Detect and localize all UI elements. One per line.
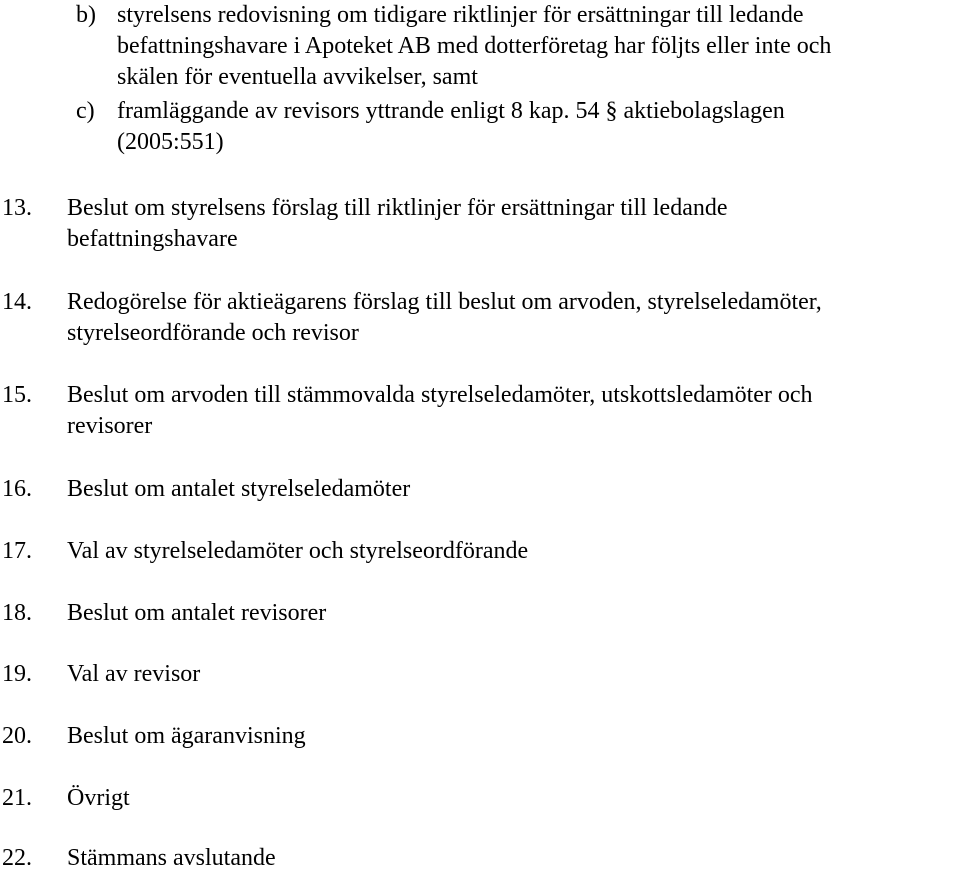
agenda-item-number: 20. xyxy=(2,723,32,749)
agenda-item-text: Beslut om ägaranvisning xyxy=(67,723,306,749)
agenda-item-text: Beslut om arvoden till stämmovalda styrelseledamöter, utskottsledamöter och revisorer xyxy=(67,382,813,439)
sub-item-label: b) xyxy=(76,2,96,28)
agenda-item-number: 17. xyxy=(2,538,32,564)
agenda-item-text: Redogörelse för aktieägarens förslag till beslut om arvoden, styrelseledamöter, styrelseordförande och revisor xyxy=(67,289,822,346)
agenda-item-number: 14. xyxy=(2,289,32,315)
agenda-item-number: 22. xyxy=(2,845,32,871)
agenda-item-number: 15. xyxy=(2,382,32,408)
agenda-item-text: Stämmans avslutande xyxy=(67,845,276,871)
agenda-item-text: Beslut om antalet revisorer xyxy=(67,600,327,626)
agenda-item-text: Övrigt xyxy=(67,785,130,811)
agenda-item-text: Beslut om styrelsens förslag till riktlinjer för ersättningar till ledande befattningshavare xyxy=(67,195,728,252)
agenda-item-text: Val av styrelseledamöter och styrelseordförande xyxy=(67,538,529,564)
agenda-item-number: 18. xyxy=(2,600,32,626)
sub-item-label: c) xyxy=(76,98,95,124)
agenda-item-number: 16. xyxy=(2,476,32,502)
sub-item-text: framläggande av revisors yttrande enligt 8 kap. 54 § aktiebolagslagen (2005:551) xyxy=(117,98,785,155)
sub-item-text: styrelsens redovisning om tidigare riktlinjer för ersättningar till ledande befattningshavare i Apoteket AB med dotterföretag har följts eller inte och skälen för eventuella avvikelser, samt xyxy=(117,2,832,90)
agenda-item-text: Beslut om antalet styrelseledamöter xyxy=(67,476,411,502)
agenda-item-number: 21. xyxy=(2,785,32,811)
agenda-item-number: 19. xyxy=(2,661,32,687)
agenda-item-text: Val av revisor xyxy=(67,661,201,687)
agenda-item-number: 13. xyxy=(2,195,32,221)
